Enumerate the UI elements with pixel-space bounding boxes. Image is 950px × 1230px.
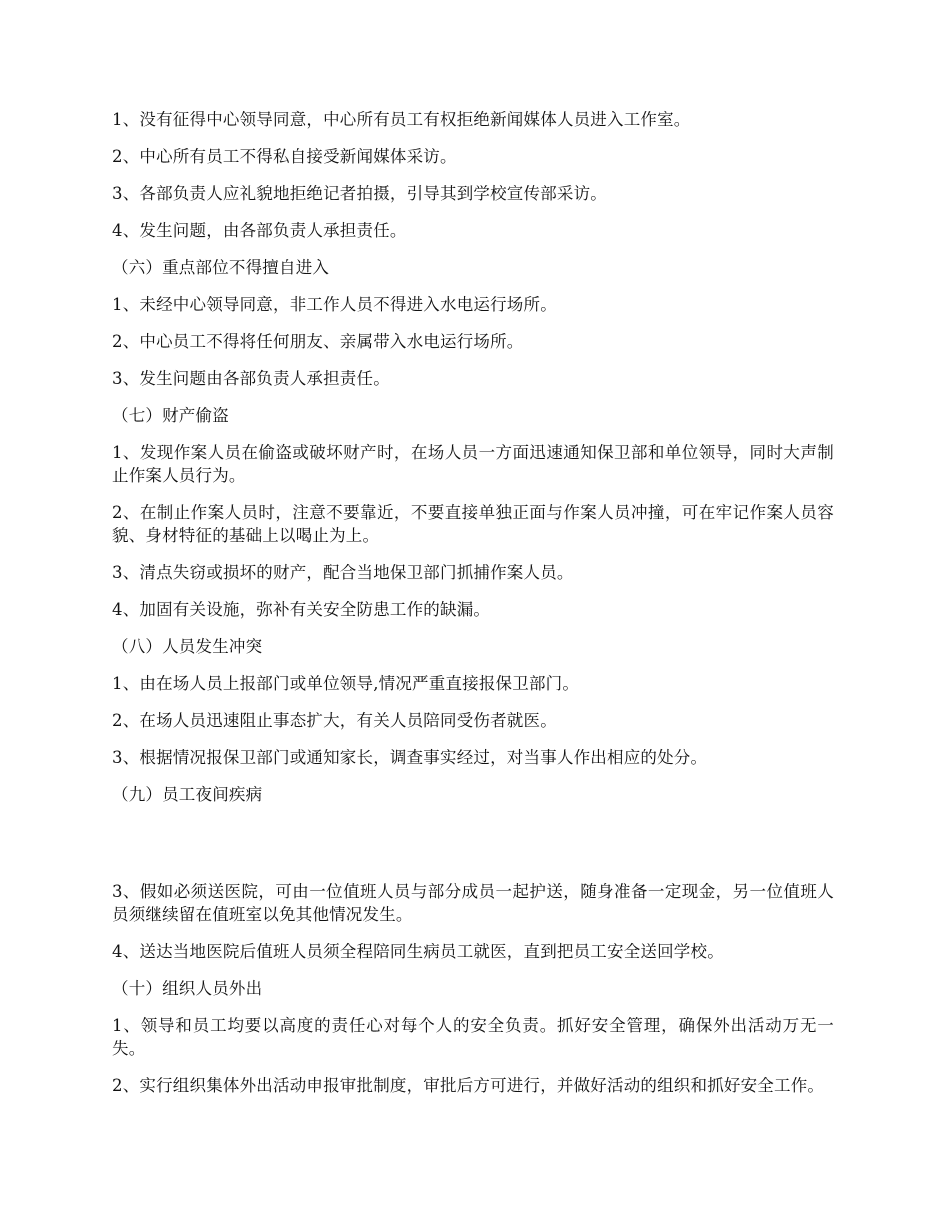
paragraph: 1、没有征得中心领导同意，中心所有员工有权拒绝新闻媒体人员进入工作室。 bbox=[112, 110, 691, 129]
section-heading: （六）重点部位不得擅自进入 bbox=[112, 258, 330, 277]
paragraph: 2、中心所有员工不得私自接受新闻媒体采访。 bbox=[112, 147, 457, 166]
paragraph: 1、领导和员工均要以高度的责任心对每个人的安全负责。抓好安全管理，确保外出活动万无一失。 bbox=[112, 1016, 834, 1058]
paragraph: 1、由在场人员上报部门或单位领导,情况严重直接报保卫部门。 bbox=[112, 674, 580, 693]
paragraph: 1、发现作案人员在偷盗或破坏财产时，在场人员一方面迅速通知保卫部和单位领导，同时大声制止作案人员行为。 bbox=[112, 443, 834, 485]
section-heading: （九）员工夜间疾病 bbox=[112, 785, 263, 804]
paragraph: 2、在场人员迅速阻止事态扩大，有关人员陪同受伤者就医。 bbox=[112, 711, 557, 730]
paragraph: 3、各部负责人应礼貌地拒绝记者拍摄，引导其到学校宣传部采访。 bbox=[112, 184, 607, 203]
section-heading: （七）财产偷盗 bbox=[112, 406, 229, 425]
section-heading: （十）组织人员外出 bbox=[112, 979, 263, 998]
paragraph: 3、假如必须送医院，可由一位值班人员与部分成员一起护送，随身准备一定现金，另一位值班人员须继续留在值班室以免其他情况发生。 bbox=[112, 882, 834, 924]
section-heading: （八）人员发生冲突 bbox=[112, 637, 263, 656]
paragraph: 3、清点失窃或损坏的财产，配合当地保卫部门抓捕作案人员。 bbox=[112, 563, 574, 582]
paragraph: 1、未经中心领导同意，非工作人员不得进入水电运行场所。 bbox=[112, 295, 557, 314]
paragraph: 2、实行组织集体外出活动申报审批制度，审批后方可进行，并做好活动的组织和抓好安全工作。 bbox=[112, 1076, 825, 1095]
paragraph: 2、在制止作案人员时，注意不要靠近，不要直接单独正面与作案人员冲撞，可在牢记作案人员容貌、身材特征的基础上以喝止为上。 bbox=[112, 503, 834, 545]
paragraph: 4、送达当地医院后值班人员须全程陪同生病员工就医，直到把员工安全送回学校。 bbox=[112, 942, 724, 961]
paragraph: 4、加固有关设施，弥补有关安全防患工作的缺漏。 bbox=[112, 600, 491, 619]
paragraph: 4、发生问题，由各部负责人承担责任。 bbox=[112, 221, 407, 240]
paragraph: 3、根据情况报保卫部门或通知家长，调查事实经过，对当事人作出相应的处分。 bbox=[112, 748, 708, 767]
document-body bbox=[112, 108, 834, 1097]
paragraph: 3、发生问题由各部负责人承担责任。 bbox=[112, 369, 390, 388]
paragraph: 2、中心员工不得将任何朋友、亲属带入水电运行场所。 bbox=[112, 332, 524, 351]
